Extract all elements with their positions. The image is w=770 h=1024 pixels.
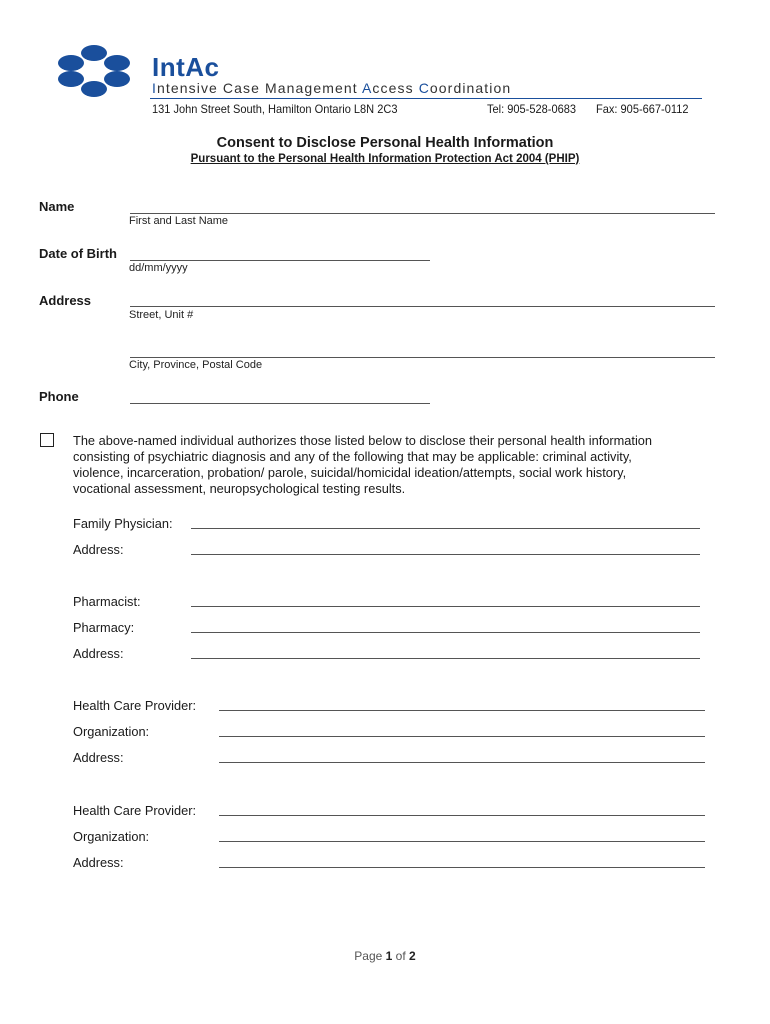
name-hint: First and Last Name xyxy=(129,215,229,227)
page-word: Page xyxy=(354,949,383,963)
brand-tagline xyxy=(152,80,511,96)
pharmacy-address-label: Address: xyxy=(73,646,124,661)
office-address: 131 John Street South, Hamilton Ontario L8N 2C3 xyxy=(152,102,398,116)
dob-field[interactable] xyxy=(130,260,430,261)
header-rule xyxy=(150,98,702,99)
office-phone: Tel: 905-528-0683 xyxy=(487,102,577,116)
pharmacy-address-field[interactable] xyxy=(191,658,700,659)
consent-text xyxy=(73,433,723,497)
brand-initial: C xyxy=(418,80,430,96)
form-title: Consent to Disclose Personal Health Information xyxy=(216,135,554,151)
total-pages: 2 xyxy=(409,949,416,963)
of-word: of xyxy=(395,949,406,963)
address-label: Address xyxy=(39,293,92,308)
physician-address-field[interactable] xyxy=(191,554,700,555)
hcp1-address-label: Address: xyxy=(73,750,124,765)
consent-line: The above-named individual authorizes those listed below to disclose their personal health information xyxy=(73,433,653,448)
consent-checkbox[interactable] xyxy=(40,433,54,447)
intac-logo-icon xyxy=(52,44,136,98)
consent-line: violence, incarceration, probation/ parole, suicidal/homicidal ideation/attempts, social work history, xyxy=(73,465,627,480)
hcp2-field[interactable] xyxy=(219,815,705,816)
hcp1-field[interactable] xyxy=(219,710,705,711)
brand-initial: I xyxy=(152,80,157,96)
pharmacist-field[interactable] xyxy=(191,606,700,607)
phone-field[interactable] xyxy=(130,403,430,404)
physician-address-label: Address: xyxy=(73,542,124,557)
name-field[interactable] xyxy=(130,213,715,214)
form-subtitle: Pursuant to the Personal Health Information Protection Act 2004 (PHIP) xyxy=(190,153,580,165)
hcp2-address-label: Address: xyxy=(73,855,124,870)
brand-word: ccess xyxy=(372,80,419,96)
hcp1-organization-field[interactable] xyxy=(219,736,705,737)
pharmacist-label: Pharmacist: xyxy=(73,594,141,609)
pharmacy-field[interactable] xyxy=(191,632,700,633)
phone-label: Phone xyxy=(39,389,79,404)
hcp1-label: Health Care Provider: xyxy=(73,698,197,713)
name-label: Name xyxy=(39,199,75,214)
hcp2-organization-label: Organization: xyxy=(73,829,150,844)
hcp2-address-field[interactable] xyxy=(219,867,705,868)
hcp1-organization-label: Organization: xyxy=(73,724,150,739)
current-page: 1 xyxy=(385,949,393,963)
brand-initial: A xyxy=(361,80,373,96)
consent-line: consisting of psychiatric diagnosis and any of the following that may be applicable: criminal activity, xyxy=(73,449,632,464)
consent-line: vocational assessment, neuropsychological testing results. xyxy=(73,481,406,496)
dob-hint: dd/mm/yyyy xyxy=(129,262,188,274)
page-number xyxy=(0,949,770,963)
hcp2-label: Health Care Provider: xyxy=(73,803,197,818)
dob-label: Date of Birth xyxy=(39,246,117,261)
family-physician-label: Family Physician: xyxy=(73,516,173,531)
office-fax: Fax: 905-667-0112 xyxy=(596,102,689,116)
hcp2-organization-field[interactable] xyxy=(219,841,705,842)
brand-name: IntAc xyxy=(152,52,220,82)
street-hint: Street, Unit # xyxy=(129,309,194,321)
street-field[interactable] xyxy=(130,306,715,307)
brand-word: ntensive Case Management xyxy=(157,80,362,96)
brand-word: oordination xyxy=(429,80,512,96)
family-physician-field[interactable] xyxy=(191,528,700,529)
hcp1-address-field[interactable] xyxy=(219,762,705,763)
city-field[interactable] xyxy=(130,357,715,358)
city-hint: City, Province, Postal Code xyxy=(129,359,263,371)
pharmacy-label: Pharmacy: xyxy=(73,620,135,635)
